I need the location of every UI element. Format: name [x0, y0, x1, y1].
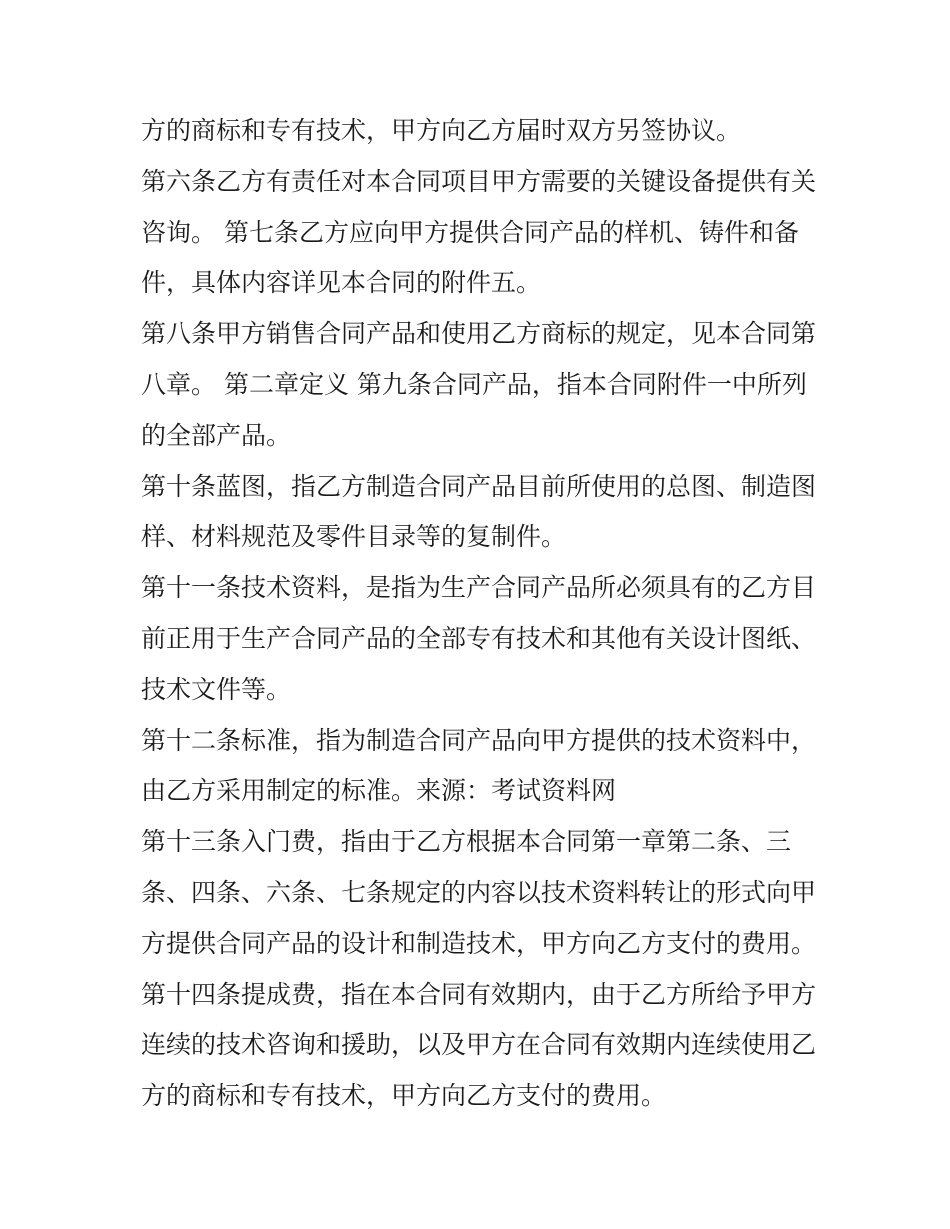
text-line: 第十三条入门费，指由于乙方根据本合同第一章第二条、三: [141, 827, 792, 857]
text-line: 第十条蓝图，指乙方制造合同产品目前所使用的总图、制造图: [141, 471, 817, 501]
text-line: 咨询。 第七条乙方应向甲方提供合同产品的样机、铸件和备: [141, 217, 799, 247]
text-line: 样、材料规范及零件目录等的复制件。: [141, 522, 567, 552]
text-line: 件，具体内容详见本合同的附件五。: [141, 268, 542, 298]
document-body: [141, 106, 821, 1122]
text-line: 八章。 第二章定义 第九条合同产品，指本合同附件一中所列: [141, 369, 807, 399]
text-line: 方的商标和专有技术，甲方向乙方届时双方另签协议。: [141, 116, 742, 145]
text-line: 第十二条标准，指为制造合同产品向甲方提供的技术资料中，: [141, 725, 817, 755]
text-line: 前正用于生产合同产品的全部专有技术和其他有关设计图纸、: [141, 623, 817, 653]
text-line: 第十四条提成费，指在本合同有效期内，由于乙方所给予甲方: [141, 979, 817, 1009]
text-line: 条、四条、六条、七条规定的内容以技术资料转让的形式向甲: [141, 877, 817, 907]
text-line: 第十一条技术资料，是指为生产合同产品所必须具有的乙方目: [141, 573, 817, 603]
text-line: 第八条甲方销售合同产品和使用乙方商标的规定，见本合同第: [141, 319, 817, 349]
text-line: 第六条乙方有责任对本合同项目甲方需要的关键设备提供有关: [141, 166, 817, 196]
text-line: 的全部产品。: [141, 420, 292, 450]
text-line: 方提供合同产品的设计和制造技术，甲方向乙方支付的费用。: [141, 928, 817, 958]
text-line: 技术文件等。: [141, 674, 292, 704]
text-line: 由乙方采用制定的标准。来源：考试资料网: [141, 776, 617, 806]
text-line: 方的商标和专有技术，甲方向乙方支付的费用。: [141, 1081, 667, 1111]
text-line: 连续的技术咨询和援助，以及甲方在合同有效期内连续使用乙: [141, 1030, 817, 1060]
